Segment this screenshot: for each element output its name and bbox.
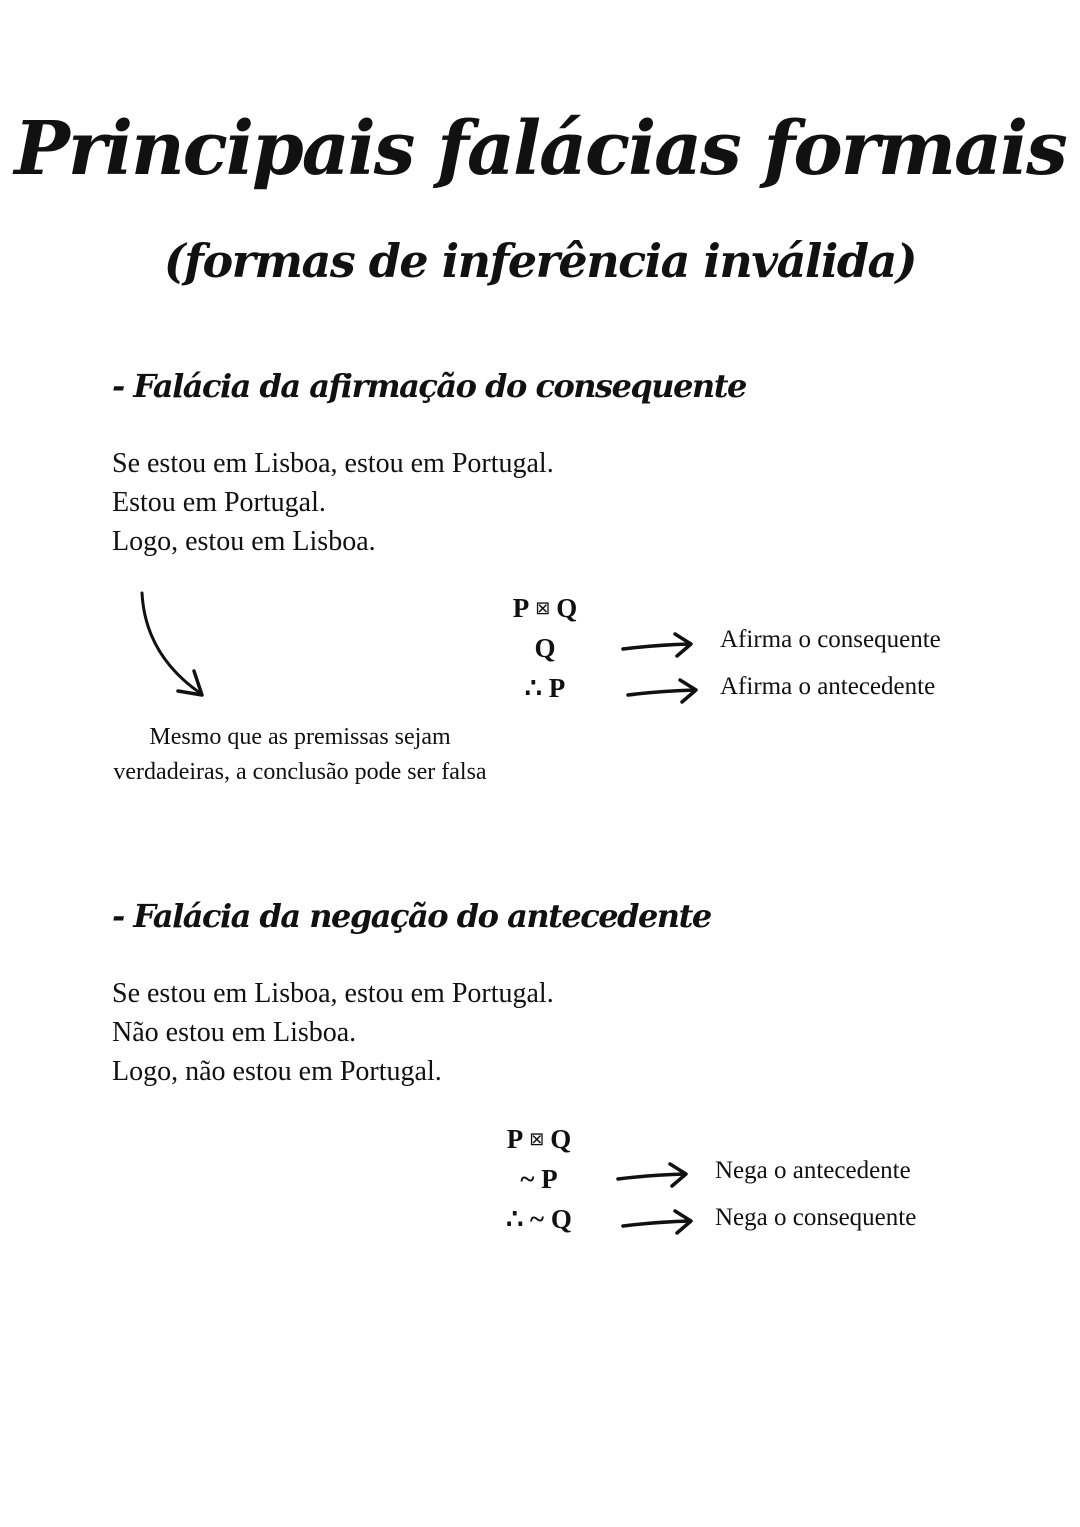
conclusion: Logo, não estou em Portugal.: [112, 1056, 442, 1087]
curved-arrow-icon: [130, 585, 220, 705]
annotation-label: Afirma o consequente: [720, 626, 941, 653]
formula-line-conditional: P ⊠ Q: [506, 1124, 572, 1154]
section-heading-affirming-consequent: - Falácia da afirmação do consequente: [112, 367, 746, 405]
annotation-label: Afirma o antecedente: [720, 673, 936, 700]
arrow-right-icon: [625, 676, 705, 706]
premise-2: Não estou em Lisboa.: [112, 1017, 357, 1048]
implication-icon: ⊠: [535, 598, 551, 618]
formula-line-conclusion: ∴ ~ Q: [506, 1204, 572, 1234]
formula-line-premise: ~ P: [520, 1164, 558, 1194]
argument-example-2: [112, 974, 554, 1091]
premise-2: Estou em Portugal.: [112, 487, 326, 518]
formula-line-premise: Q: [534, 633, 556, 663]
implication-icon: ⊠: [529, 1129, 545, 1149]
arrow-right-icon: [620, 630, 700, 660]
conclusion: Logo, estou em Lisboa.: [112, 526, 376, 557]
premise-1: Se estou em Lisboa, estou em Portugal.: [112, 978, 554, 1009]
page-subtitle: (formas de inferência inválida): [163, 234, 917, 288]
arrow-right-icon: [620, 1207, 700, 1237]
argument-example-1: [112, 444, 554, 561]
arrow-right-icon: [615, 1160, 695, 1190]
formula-line-conclusion: ∴ P: [524, 673, 566, 703]
note-text: Mesmo que as premissas sejam verdadeiras, a conclusão pode ser falsa: [113, 724, 487, 785]
premise-1: Se estou em Lisboa, estou em Portugal.: [112, 448, 554, 479]
formula-2: [484, 1119, 594, 1239]
section-heading-denying-antecedent: - Falácia da negação do antecedente: [112, 897, 711, 935]
annotation-label: Nega o antecedente: [715, 1157, 911, 1184]
formula-1: [490, 588, 600, 708]
formula-line-conditional: P ⊠ Q: [512, 593, 578, 623]
page-title: Principais falácias formais: [14, 106, 1066, 192]
annotation-label: Nega o consequente: [715, 1204, 917, 1231]
